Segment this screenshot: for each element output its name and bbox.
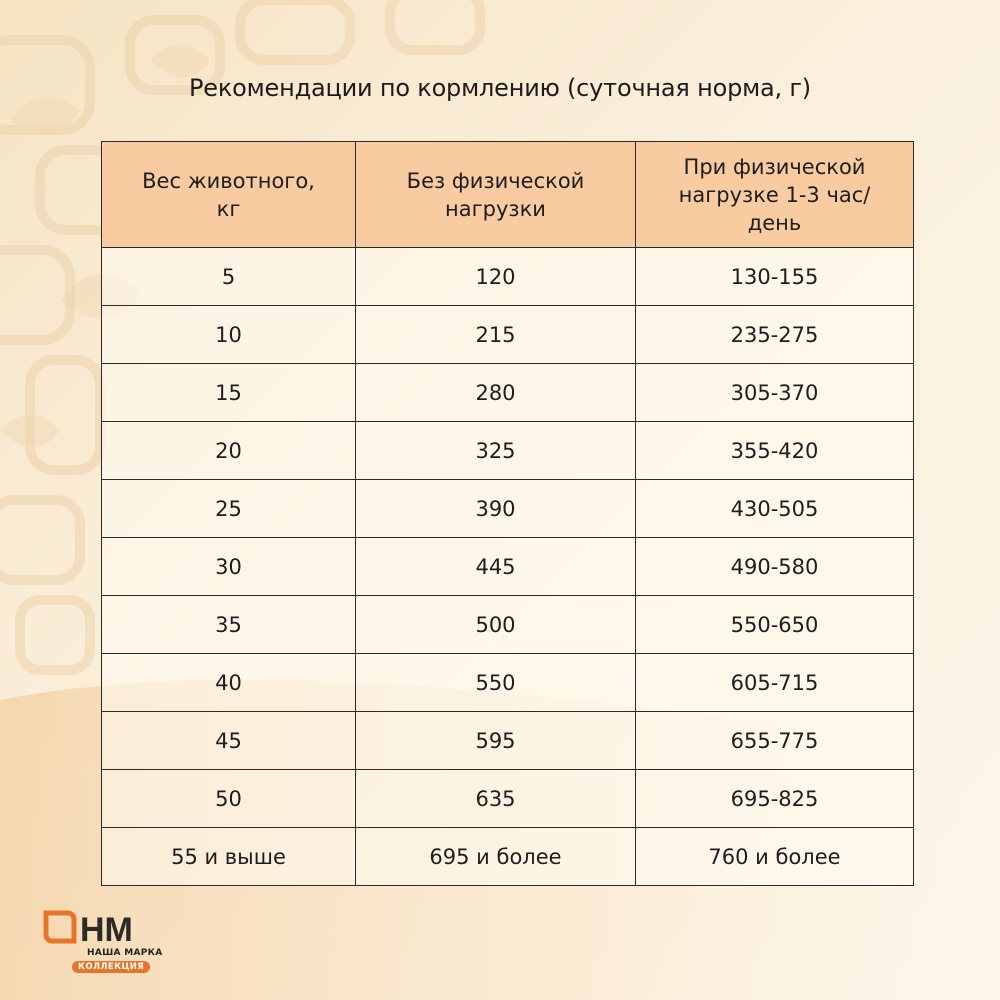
table-body (102, 248, 914, 886)
cell-no-activity: 390 (356, 480, 636, 538)
cell-weight: 55 и выше (102, 828, 356, 886)
header-activity (636, 142, 914, 248)
cell-weight: 30 (102, 538, 356, 596)
cell-no-activity: 325 (356, 422, 636, 480)
logo-mark-icon (40, 903, 180, 951)
header-activity-label: При физической нагрузке 1-3 час/ день (678, 154, 871, 235)
cell-weight: 5 (102, 248, 356, 306)
cell-weight: 10 (102, 306, 356, 364)
table-row (102, 538, 914, 596)
logo-line1: НАША МАРКА (87, 948, 163, 958)
brand-logo (40, 903, 180, 978)
logo-mark-text: НМ (80, 911, 133, 949)
cell-activity: 490-580 (636, 538, 914, 596)
cell-activity: 130-155 (636, 248, 914, 306)
cell-activity: 235-275 (636, 306, 914, 364)
table-row (102, 306, 914, 364)
cell-no-activity: 500 (356, 596, 636, 654)
table-row (102, 480, 914, 538)
logo-collection-badge (72, 961, 150, 973)
table-row (102, 828, 914, 886)
cell-activity: 605-715 (636, 654, 914, 712)
cell-weight: 20 (102, 422, 356, 480)
table-row (102, 364, 914, 422)
cell-activity: 550-650 (636, 596, 914, 654)
cell-weight: 15 (102, 364, 356, 422)
cell-weight: 40 (102, 654, 356, 712)
cell-activity: 305-370 (636, 364, 914, 422)
header-weight (102, 142, 356, 248)
cell-weight: 25 (102, 480, 356, 538)
header-no-activity (356, 142, 636, 248)
cell-weight: 35 (102, 596, 356, 654)
cell-no-activity: 695 и более (356, 828, 636, 886)
cell-activity: 655-775 (636, 712, 914, 770)
header-no-activity-label: Без физической нагрузки (406, 168, 585, 221)
table-row (102, 596, 914, 654)
cell-activity: 430-505 (636, 480, 914, 538)
cell-no-activity: 120 (356, 248, 636, 306)
table-row (102, 248, 914, 306)
table-row (102, 712, 914, 770)
cell-no-activity: 595 (356, 712, 636, 770)
feeding-table (101, 141, 914, 886)
page-title: Рекомендации по кормлению (суточная норма, г) (189, 74, 811, 102)
cell-activity: 355-420 (636, 422, 914, 480)
cell-no-activity: 550 (356, 654, 636, 712)
feeding-table-container (101, 141, 913, 886)
table-row (102, 422, 914, 480)
table-row (102, 770, 914, 828)
cell-activity: 695-825 (636, 770, 914, 828)
cell-no-activity: 280 (356, 364, 636, 422)
logo-line2: КОЛЛЕКЦИЯ (72, 961, 150, 973)
cell-no-activity: 635 (356, 770, 636, 828)
table-header-row (102, 142, 914, 248)
cell-weight: 50 (102, 770, 356, 828)
table-row (102, 654, 914, 712)
header-weight-label: Вес животного, кг (142, 168, 315, 221)
cell-activity: 760 и более (636, 828, 914, 886)
cell-weight: 45 (102, 712, 356, 770)
cell-no-activity: 445 (356, 538, 636, 596)
cell-no-activity: 215 (356, 306, 636, 364)
